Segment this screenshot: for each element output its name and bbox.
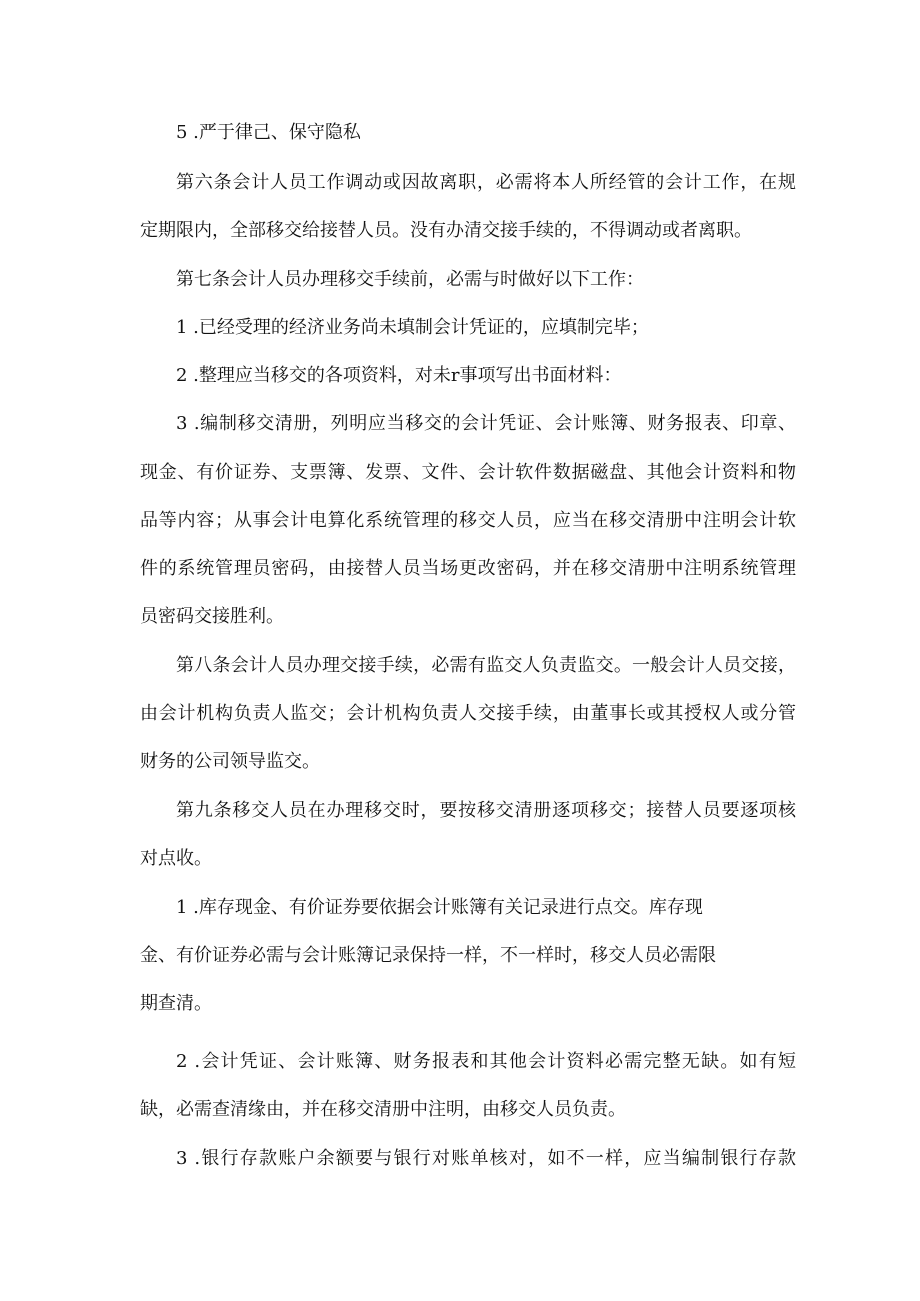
list-item-5: 5 .严于律己、保守隐私 (176, 122, 361, 143)
article-7-item-2: 2 .整理应当移交的各项资料，对未r事项写出书面材料： (176, 365, 622, 386)
article-9-item-2-line-1: 2 .会计凭证、会计账簿、财务报表和其他会计资料必需完整无缺。如有短 (176, 1051, 796, 1072)
article-7-item-1: 1 .已经受理的经济业务尚未填制会计凭证的，应填制完毕； (176, 317, 649, 338)
article-7-item-3-line-2: 现金、有价证券、支票簿、发票、文件、会计软件数据磁盘、其他会计资料和物 (140, 462, 796, 483)
article-6-line-1: 第六条会计人员工作调动或因故离职，必需将本人所经管的会计工作，在规 (176, 172, 796, 193)
article-9-item-1-line-3: 期查清。 (140, 993, 212, 1014)
article-9-item-3-line-1: 3 .银行存款账户余额要与银行对账单核对，如不一样，应当编制银行存款 (176, 1148, 796, 1169)
article-7-heading: 第七条会计人员办理移交手续前，必需与时做好以下工作： (176, 269, 644, 290)
article-8-line-1: 第八条会计人员办理交接手续，必需有监交人负责监交。一般会计人员交接， (176, 655, 796, 676)
article-9-item-1-line-2: 金、有价证券必需与会计账簿记录保持一样，不一样时，移交人员必需限 (140, 945, 716, 966)
article-9-line-1: 第九条移交人员在办理移交时，要按移交清册逐项移交；接替人员要逐项核 (176, 800, 796, 821)
article-7-item-3-line-3: 品等内容；从事会计电算化系统管理的移交人员，应当在移交清册中注明会计软 (140, 510, 796, 531)
article-9-item-1-line-1: 1 .库存现金、有价证券要依据会计账簿有关记录进行点交。库存现 (176, 897, 703, 918)
article-8-line-3: 财务的公司领导监交。 (140, 751, 320, 772)
article-7-item-3-line-5: 员密码交接胜利。 (140, 606, 284, 627)
article-7-item-3-line-4: 件的系统管理员密码，由接替人员当场更改密码，并在移交清册中注明系统管理 (140, 558, 796, 579)
article-8-line-2: 由会计机构负责人监交；会计机构负责人交接手续，由董事长或其授权人或分管 (140, 703, 796, 724)
article-7-item-3-line-1: 3 .编制移交清册，列明应当移交的会计凭证、会计账簿、财务报表、印章、 (176, 413, 796, 434)
article-9-line-2: 对点收。 (140, 848, 212, 869)
article-9-item-2-line-2: 缺，必需查清缘由，并在移交清册中注明，由移交人员负责。 (140, 1099, 626, 1120)
article-6-line-2: 定期限内，全部移交给接替人员。没有办清交接手续的，不得调动或者离职。 (140, 220, 752, 241)
